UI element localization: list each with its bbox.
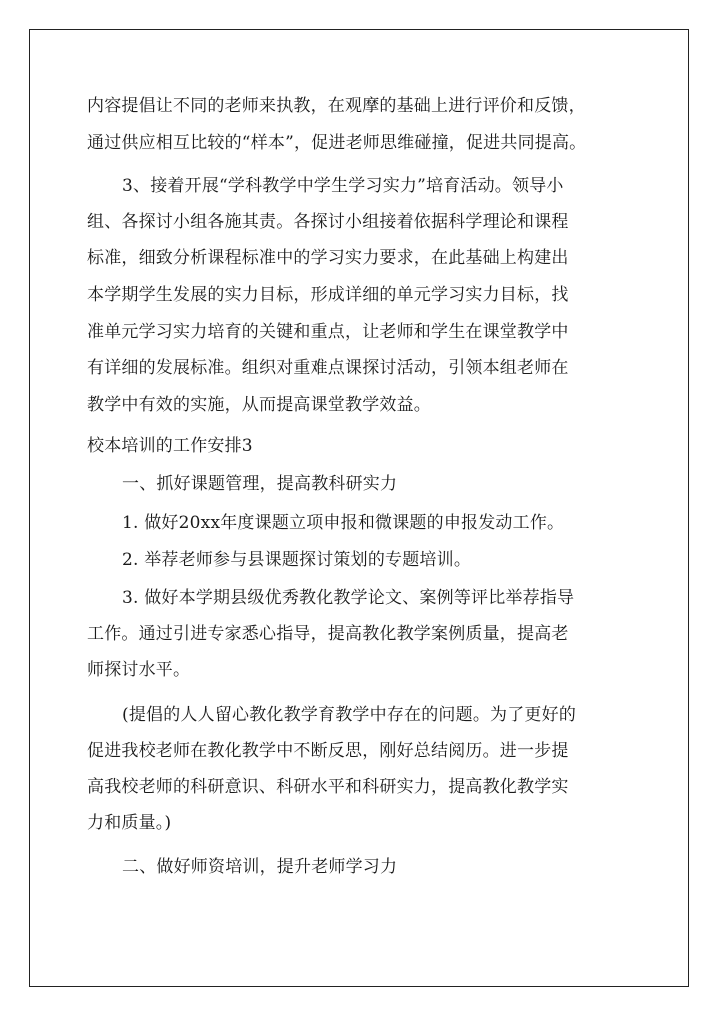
paragraph-line: 教学中有效的实施，从而提高课堂教学效益。	[87, 395, 431, 415]
paragraph-line: 有详细的发展标准。组织对重难点课探讨活动，引领本组老师在	[87, 358, 569, 378]
paragraph-line: 促进我校老师在教化教学中不断反思，刚好总结阅历。进一步提	[87, 741, 569, 761]
subsection-heading: 二、做好师资培训，提升老师学习力	[122, 857, 398, 877]
paragraph-line: 本学期学生发展的实力目标，形成详细的单元学习实力目标，找	[87, 285, 569, 305]
paragraph-line: 通过供应相互比较的“样本”，促进老师思维碰撞，促进共同提高。	[87, 133, 587, 153]
paragraph-line: 组、各探讨小组各施其责。各探讨小组接着依据科学理论和课程	[87, 212, 569, 232]
paragraph-line: 工作。通过引进专家悉心指导，提高教化教学案例质量，提高老	[87, 624, 569, 644]
paragraph-line: (提倡的人人留心教化教学育教学中存在的问题。为了更好的	[122, 705, 577, 725]
paragraph-line: 标准，细致分析课程标准中的学习实力要求，在此基础上构建出	[87, 248, 569, 268]
page-border	[29, 29, 689, 987]
paragraph-line: 内容提倡让不同的老师来执教，在观摩的基础上进行评价和反馈，	[87, 96, 586, 116]
subsection-heading: 一、抓好课题管理，提高教科研实力	[122, 474, 398, 494]
list-item: 3. 做好本学期县级优秀教化教学论文、案例等评比举荐指导	[122, 588, 575, 608]
paragraph-line: 师探讨水平。	[87, 660, 191, 680]
paragraph-line: 高我校老师的科研意识、科研水平和科研实力，提高教化教学实	[87, 777, 569, 797]
paragraph-line: 准单元学习实力培育的关键和重点，让老师和学生在课堂教学中	[87, 322, 569, 342]
paragraph-line: 3、接着开展“学科教学中学生学习实力”培育活动。领导小	[122, 176, 564, 196]
list-item: 2. 举荐老师参与县课题探讨策划的专题培训。	[122, 550, 472, 570]
paragraph-line: 力和质量。)	[87, 813, 172, 833]
list-item: 1. 做好20xx年度课题立项申报和微课题的申报发动工作。	[122, 513, 565, 533]
section-heading: 校本培训的工作安排3	[87, 436, 253, 456]
